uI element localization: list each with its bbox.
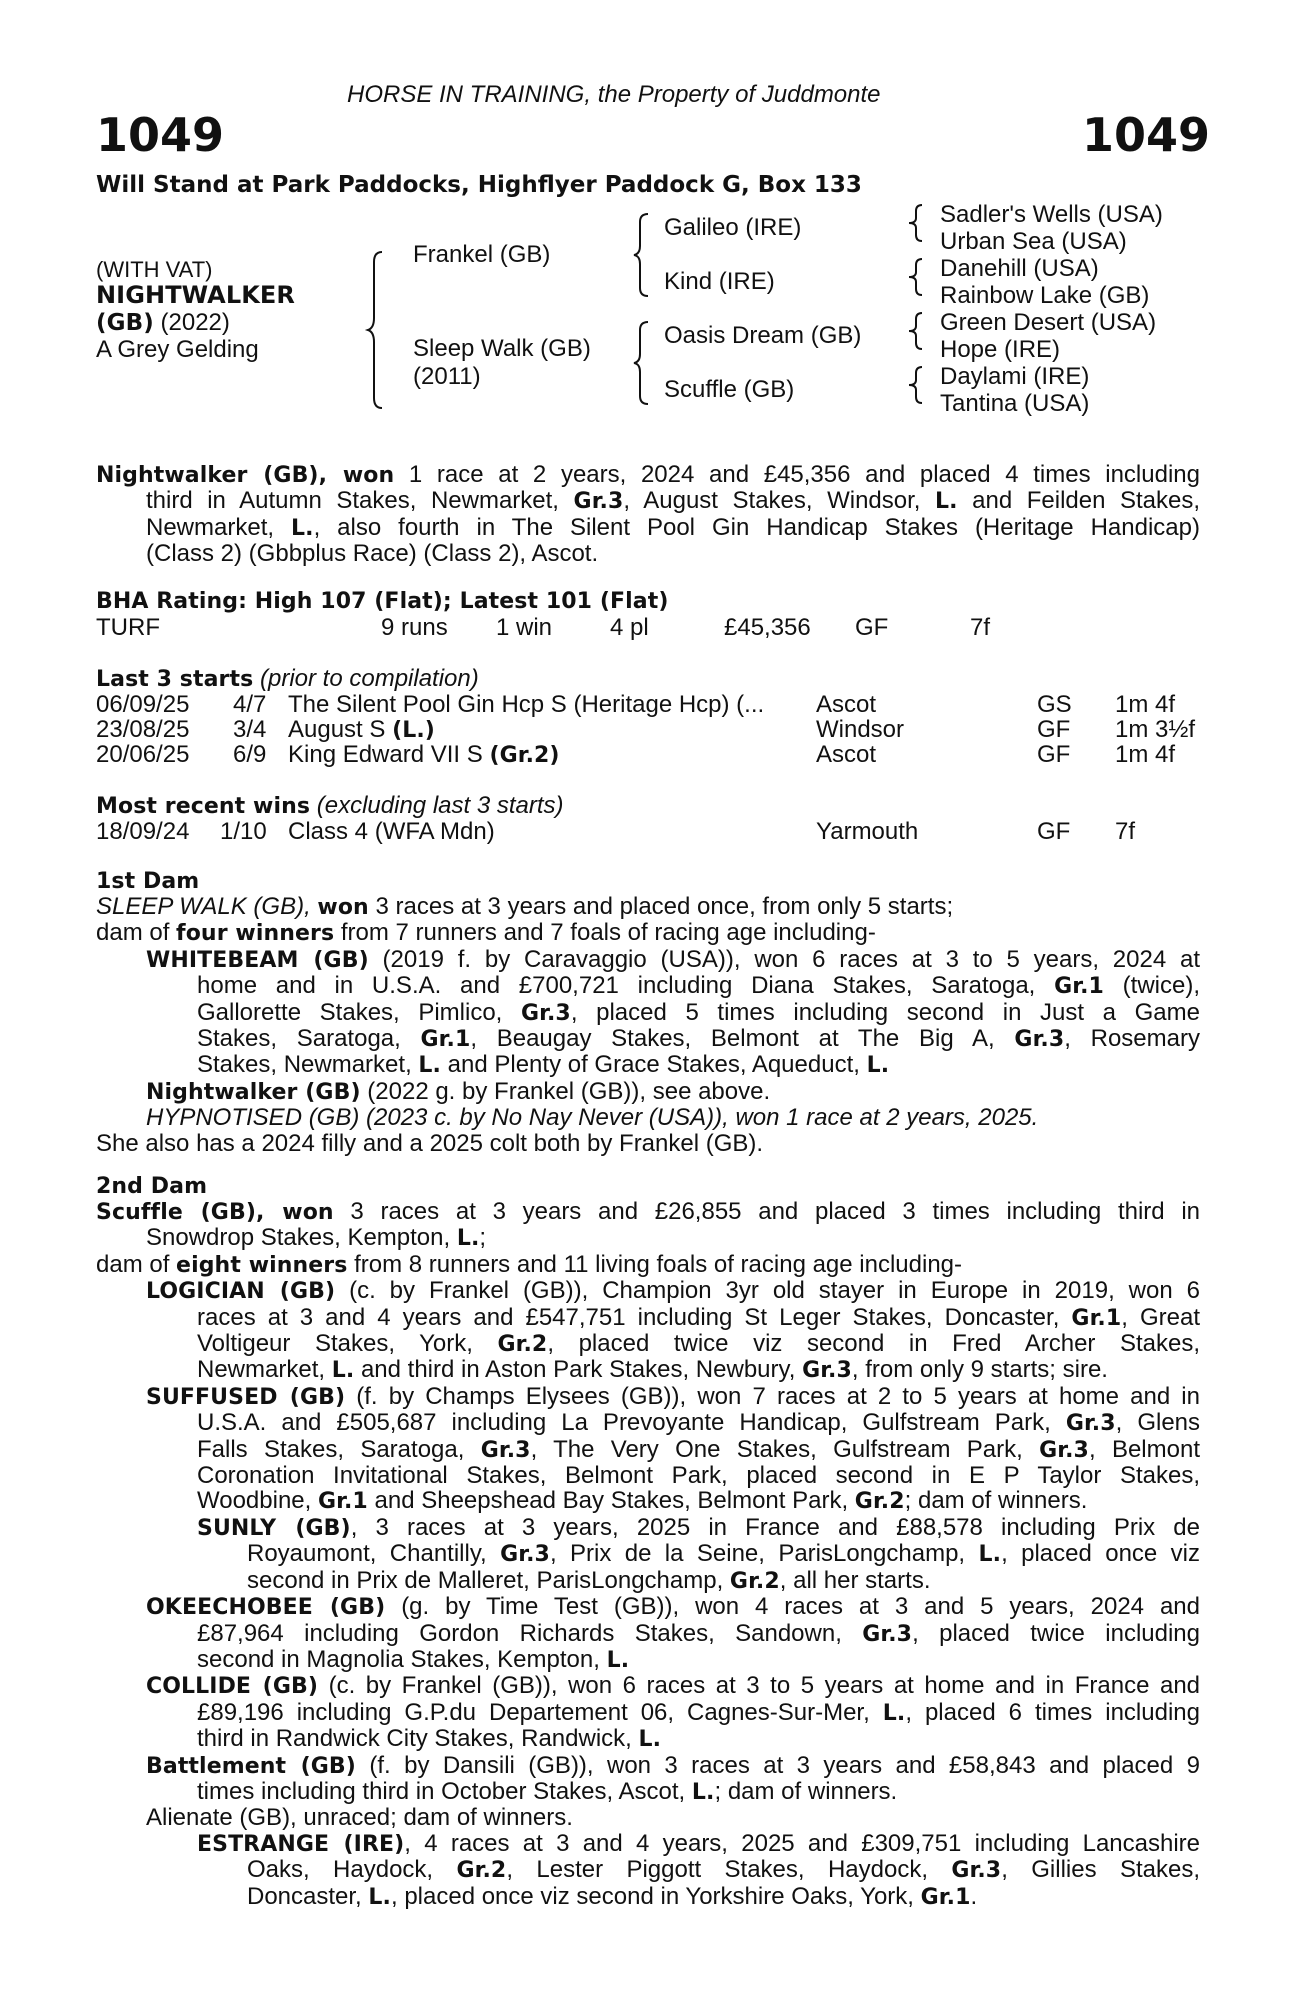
progeny-text: , placed 6 times including xyxy=(905,1698,1200,1726)
progeny-text: (2019 f. by Caravaggio (USA)), won 6 races at 3 to 5 years, 2024 at xyxy=(382,945,1200,973)
progeny-name: Battlement (GB) xyxy=(146,1753,356,1779)
grade: Gr.3 xyxy=(1065,1411,1116,1437)
progeny-text: Newmarket, xyxy=(197,1356,326,1384)
dam-name: Scuffle (GB) xyxy=(96,1200,256,1225)
progeny-text: , placed once viz second in Yorkshire Oaks, York, xyxy=(390,1882,914,1910)
progeny-text: , all her starts. xyxy=(779,1566,931,1594)
race-name: August S xyxy=(288,716,386,743)
race-name: The Silent Pool Gin Hcp S (Heritage Hcp) (... xyxy=(288,691,765,718)
progeny-name: Nightwalker (GB) xyxy=(146,1079,361,1105)
progeny-text: U.S.A. and £505,687 including La Prevoyante Handicap, Gulfstream Park, xyxy=(197,1409,1051,1437)
page-header-title: HORSE IN TRAINING, the Property of Juddmonte xyxy=(347,81,881,108)
progeny-text: second in Magnolia Stakes, Kempton, xyxy=(197,1645,600,1673)
race-distance: 7f xyxy=(1115,818,1136,845)
progeny-text: , Beaugay Stakes, Belmont at The Big A, xyxy=(470,1025,995,1053)
progeny-text: , placed twice including xyxy=(912,1619,1201,1647)
progeny-name: COLLIDE (GB) xyxy=(146,1674,319,1700)
listed: L. xyxy=(368,1884,391,1910)
vat-note: (WITH VAT) xyxy=(96,257,213,282)
progeny-text: , Rosemary xyxy=(1064,1025,1200,1053)
progeny-text: , Belmont xyxy=(1088,1435,1200,1463)
pedigree-sds: Danehill (USA) xyxy=(940,255,1099,282)
grade: Gr.3 xyxy=(951,1858,1002,1884)
summary-line-3a: Newmarket, xyxy=(146,513,275,541)
last3-heading: Last 3 starts xyxy=(96,667,254,692)
progeny-text: ; dam of winners. xyxy=(904,1487,1088,1515)
winners-count: eight winners xyxy=(176,1252,348,1278)
race-going: GF xyxy=(1037,818,1071,845)
race-distance: 1m 4f xyxy=(1115,691,1176,718)
dam-won: won xyxy=(317,895,369,920)
summary-line-2c: and Feilden Stakes, xyxy=(972,487,1201,515)
race-name: Class 4 (WFA Mdn) xyxy=(288,818,495,845)
dam-won: won xyxy=(282,1200,334,1225)
lot-number-left: 1049 xyxy=(96,108,225,162)
progeny-text: £87,964 including Gordon Richards Stakes, Sandown, xyxy=(197,1619,842,1647)
pedigree-brace-ss xyxy=(906,203,926,243)
dam-note: She also has a 2024 filly and a 2025 colt both by Frankel (GB). xyxy=(96,1129,764,1157)
last3-note: (prior to compilation) xyxy=(260,665,479,692)
dam-name: SLEEP WALK (GB) xyxy=(96,893,305,920)
progeny-text: Stakes, Saratoga, xyxy=(197,1025,401,1053)
progeny-text: Woodbine, xyxy=(197,1487,312,1515)
grade: Gr.2 xyxy=(854,1489,905,1515)
race-distance: 1m 3½f xyxy=(1115,716,1196,743)
progeny-name: SUFFUSED (GB) xyxy=(146,1384,346,1410)
dam-record: ; xyxy=(479,1224,487,1252)
progeny-text: third in Randwick City Stakes, Randwick, xyxy=(197,1725,632,1753)
last3-heading-line xyxy=(96,665,479,693)
rating-earnings: £45,356 xyxy=(724,614,811,641)
progeny-text: , 4 races at 3 and 4 years, 2025 and £309,751 including Lancashire xyxy=(404,1829,1201,1857)
summary-line-4: (Class 2) (Gbbplus Race) (Class 2), Ascot. xyxy=(146,540,599,568)
horse-description: A Grey Gelding xyxy=(96,336,259,363)
progeny-text: (g. by Time Test (GB)), won 4 races at 3 and 5 years, 2024 and xyxy=(401,1593,1200,1621)
progeny-text: Alienate (GB), unraced; dam of winners. xyxy=(146,1804,573,1832)
grade: Gr.2 xyxy=(497,1332,548,1358)
race-going: GF xyxy=(1037,741,1071,768)
progeny-text: , 3 races at 3 years, 2025 in France and £88,578 including Prix de xyxy=(350,1513,1200,1541)
grade: Gr.3 xyxy=(573,489,624,515)
listed: L. xyxy=(606,1647,630,1673)
dam-of-text: dam of xyxy=(96,1250,170,1278)
progeny-text: Coronation Invitational Stakes, Belmont Park, placed second in E P Taylor Stakes, xyxy=(197,1462,1200,1490)
race-course: Yarmouth xyxy=(816,818,919,845)
pedigree-dds: Daylami (IRE) xyxy=(940,363,1090,390)
summary-won: won xyxy=(342,463,395,488)
grade: Gr.3 xyxy=(1014,1027,1065,1053)
first-dam-section: SLEEP WALK (GB), won 3 races at 3 years and placed once, from only 5 starts; dam of four winners from 7 runners and 7 foals of racing age including- WHITEBEAM (GB) (2019 f. by Caravaggio (USA)), won 6 races at 3 to 5 years, 2024 at home and in U.S.A. and £700,721 including Diana Stakes, Saratoga, Gr.1 (twice), Gallorette Stakes, Pimlico, Gr.3, placed 5 times including second in Just a Game Stakes, Saratoga, Gr.1, Beaugay Stakes, Belmont at The Big A, Gr.3, Rosemary Stakes, Newmarket, L. and Plenty of Grace Stakes, Aqueduct, L. Nightwalker (GB) (2022 g. by Frankel (GB)), see above. HYPNOTISED (GB) (2023 c. by No Nay Never (USA)), won 1 race at 2 years, 2025. She also has a 2024 filly and a 2025 colt both by Frankel (GB). xyxy=(96,893,1201,1157)
winners-count: four winners xyxy=(176,921,335,947)
progeny-text: Royaumont, Chantilly, xyxy=(247,1540,487,1568)
stand-location: Will Stand at Park Paddocks, Highflyer Paddock G, Box 133 xyxy=(96,172,862,198)
pedigree-ssd: Urban Sea (USA) xyxy=(940,228,1127,255)
listed: L. xyxy=(290,515,314,541)
dam-of-text: dam of xyxy=(96,919,170,947)
progeny-text: and Plenty of Grace Stakes, Aqueduct, xyxy=(447,1051,860,1079)
grade: Gr.3 xyxy=(500,1542,550,1568)
grade: Gr.1 xyxy=(920,1884,971,1910)
grade: Gr.2 xyxy=(729,1568,780,1594)
pedigree-dam-dam: Scuffle (GB) xyxy=(664,376,795,403)
pedigree-dsd: Hope (IRE) xyxy=(940,336,1061,363)
pedigree-dam: Sleep Walk (GB) xyxy=(413,335,591,362)
grade: Gr.2 xyxy=(456,1858,507,1884)
progeny-text: Oaks, Haydock, xyxy=(247,1856,434,1884)
progeny-name: OKEECHOBEE (GB) xyxy=(146,1595,386,1621)
pedigree-sire: Frankel (GB) xyxy=(413,241,551,268)
progeny-text: Stakes, Newmarket, xyxy=(197,1051,412,1079)
dam-record: 3 races at 3 years and £26,855 and placed 3 times including third in xyxy=(350,1198,1201,1225)
grade: Gr.3 xyxy=(1039,1437,1089,1463)
progeny-text: races at 3 and 4 years and £547,751 including St Leger Stakes, Doncaster, xyxy=(197,1303,1060,1331)
pedigree-dam-year: (2011) xyxy=(413,363,481,390)
listed: L. xyxy=(866,1053,890,1079)
progeny-text: (f. by Champs Elysees (GB)), won 7 races at 2 to 5 years at home and in xyxy=(356,1382,1200,1410)
pedigree-brace-main xyxy=(366,250,386,410)
progeny-text: Voltigeur Stakes, York, xyxy=(197,1330,473,1358)
progeny-text: Falls Stakes, Saratoga, xyxy=(197,1435,465,1463)
progeny-text: second in Prix de Malleret, ParisLongchamp, xyxy=(247,1566,724,1594)
race-going: GS xyxy=(1037,691,1072,718)
pedigree-sire-dam: Kind (IRE) xyxy=(664,268,775,295)
progeny-text: , Lester Piggott Stakes, Haydock, xyxy=(506,1856,928,1884)
progeny-text: (twice), xyxy=(1122,972,1201,1000)
listed: L. xyxy=(978,1542,1002,1568)
listed: L. xyxy=(418,1053,441,1079)
race-name-line xyxy=(288,741,560,769)
race-position: 6/9 xyxy=(233,741,267,768)
progeny-name: ESTRANGE (IRE) xyxy=(197,1831,405,1857)
progeny-text: Doncaster, xyxy=(247,1882,362,1910)
progeny-text: HYPNOTISED (GB) (2023 c. by No Nay Never (USA)), won 1 race at 2 years, 2025. xyxy=(146,1104,1039,1132)
grade: Gr.1 xyxy=(317,1489,368,1515)
rating-runs: 9 runs xyxy=(381,614,448,641)
lot-number-right: 1049 xyxy=(1082,108,1211,162)
progeny-text: . xyxy=(970,1882,978,1910)
progeny-text: , Great xyxy=(1121,1303,1201,1331)
race-going: GF xyxy=(1037,716,1071,743)
progeny-text: Gallorette Stakes, Pimlico, xyxy=(197,998,503,1026)
progeny-text: times including third in October Stakes, Ascot, xyxy=(197,1777,686,1805)
listed: L. xyxy=(935,489,958,515)
recent-heading: Most recent wins xyxy=(96,794,311,819)
grade: Gr.1 xyxy=(1054,974,1104,1000)
summary-line-2a: third in Autumn Stakes, Newmarket, xyxy=(146,487,559,515)
progeny-text: (c. by Frankel (GB)), won 6 races at 3 to 5 years at home and in France and xyxy=(328,1672,1201,1700)
grade: Gr.3 xyxy=(520,1000,571,1026)
second-dam-heading: 2nd Dam xyxy=(96,1174,208,1199)
listed: L. xyxy=(331,1358,355,1384)
dam-record: 3 races at 3 years and placed once, from only 5 starts; xyxy=(375,893,954,920)
progeny-text: (c. by Frankel (GB)), Champion 3yr old stayer in Europe in 2019, won 6 xyxy=(349,1277,1200,1305)
horse-year: (2022) xyxy=(160,309,230,336)
progeny-text: , placed once viz xyxy=(1001,1540,1200,1568)
rating-placed: 4 pl xyxy=(610,614,649,641)
dam-of-rest: from 8 runners and 11 living foals of racing age including- xyxy=(354,1250,963,1278)
pedigree-sss: Sadler's Wells (USA) xyxy=(940,201,1163,228)
dam-record: Snowdrop Stakes, Kempton, xyxy=(146,1224,451,1252)
pedigree-sdd: Rainbow Lake (GB) xyxy=(940,282,1150,309)
progeny-name: SUNLY (GB) xyxy=(197,1515,351,1541)
grade: Gr.1 xyxy=(1071,1305,1122,1331)
race-grade: (Gr.2) xyxy=(489,743,560,768)
pedigree-brace-sd xyxy=(906,257,926,297)
progeny-text: ; dam of winners. xyxy=(714,1777,898,1805)
race-date: 23/08/25 xyxy=(96,716,190,743)
progeny-text: home and in U.S.A. and £700,721 including Diana Stakes, Saratoga, xyxy=(197,972,1036,1000)
listed: L. xyxy=(882,1700,906,1726)
pedigree-dss: Green Desert (USA) xyxy=(940,309,1157,336)
race-course: Ascot xyxy=(816,691,877,718)
race-date: 18/09/24 xyxy=(96,818,190,845)
grade: Gr.3 xyxy=(802,1358,852,1384)
listed: L. xyxy=(638,1727,662,1753)
summary-horse-name: Nightwalker (GB) xyxy=(96,463,319,488)
race-name: King Edward VII S xyxy=(288,741,483,768)
dam-of-rest: from 7 runners and 7 foals of racing age including- xyxy=(340,919,876,947)
recent-note: (excluding last 3 starts) xyxy=(316,792,564,819)
grade: Gr.3 xyxy=(480,1437,531,1463)
progeny-text: £89,196 including G.P.du Departement 06, Cagnes-Sur-Mer, xyxy=(197,1698,870,1726)
race-position: 4/7 xyxy=(233,691,267,718)
race-grade: (L.) xyxy=(392,718,435,743)
rating-distance: 7f xyxy=(970,614,991,641)
rating-heading: BHA Rating: High 107 (Flat); Latest 101 (Flat) xyxy=(96,589,669,614)
race-position: 3/4 xyxy=(233,716,267,743)
progeny-text: (f. by Dansili (GB)), won 3 races at 3 years and £58,843 and placed 9 xyxy=(369,1751,1200,1779)
recent-heading-line xyxy=(96,792,564,820)
grade: Gr.1 xyxy=(420,1027,471,1053)
race-date: 20/06/25 xyxy=(96,741,190,768)
race-course: Ascot xyxy=(816,741,877,768)
rating-wins: 1 win xyxy=(496,614,553,641)
pedigree-ddd: Tantina (USA) xyxy=(940,390,1090,417)
pedigree-brace-sire xyxy=(632,212,652,298)
summary-line-2b: , August Stakes, Windsor, xyxy=(623,487,921,515)
rating-surface: TURF xyxy=(96,614,160,641)
grade: Gr.3 xyxy=(862,1621,913,1647)
horse-name: NIGHTWALKER xyxy=(96,281,296,309)
progeny-name: LOGICIAN (GB) xyxy=(146,1279,336,1305)
race-course: Windsor xyxy=(816,716,905,743)
second-dam-section: Scuffle (GB), won 3 races at 3 years and £26,855 and placed 3 times including third in Snowdrop Stakes, Kempton, L.; dam of eight winners from 8 runners and 11 living foals of racing age including- LOGICIAN (GB) (c. by Frankel (GB)), Champion 3yr old stayer in Europe in 2019, won 6 races at 3 and 4 years and £547,751 including St Leger Stakes, Doncaster, Gr.1, Great Voltigeur Stakes, York, Gr.2, placed twice viz second in Fred Archer Stakes, Newmarket, L. and third in Aston Park Stakes, Newbury, Gr.3, from only 9 starts; sire. SUFFUSED (GB) (f. by Champs Elysees (GB)), won 7 races at 2 to 5 years at home and in U.S.A. and £505,687 including La Prevoyante Handicap, Gulfstream Park, Gr.3, Glens Falls Stakes, Saratoga, Gr.3, The Very One Stakes, Gulfstream Park, Gr.3, Belmont Coronation Invitational Stakes, Belmont Park, placed second in E P Taylor Stakes, Woodbine, Gr.1 and Sheepshead Bay Stakes, Belmont Park, Gr.2; dam of winners. SUNLY (GB), 3 races at 3 years, 2025 in France and £88,578 including Prix de Royaumont, Chantilly, Gr.3, Prix de la Seine, ParisLongchamp, L., placed once viz second in Prix de Malleret, ParisLongchamp, Gr.2, all her starts. OKEECHOBEE (GB) (g. by Time Test (GB)), won 4 races at 3 and 5 years, 2024 and £87,964 including Gordon Richards Stakes, Sandown, Gr.3, placed twice including second in Magnolia Stakes, Kempton, L. COLLIDE (GB) (c. by Frankel (GB)), won 6 races at 3 to 5 years at home and in France and £89,196 including G.P.du Departement 06, Cagnes-Sur-Mer, L., placed 6 times including third in Randwick City Stakes, Randwick, L. Battlement (GB) (f. by Dansili (GB)), won 3 races at 3 years and £58,843 and placed 9 times including third in October Stakes, Ascot, L.; dam of winners. Alienate (GB), unraced; dam of winners. ESTRANGE (IRE), 4 races at 3 and 4 years, 2025 and £309,751 including Lancashire Oaks, Haydock, Gr.2, Lester Piggott Stakes, Haydock, Gr.3, Gillies Stakes, Doncaster, L., placed once viz second in Yorkshire Oaks, York, Gr.1. xyxy=(96,1198,1201,1910)
pedigree-dam-sire: Oasis Dream (GB) xyxy=(664,322,862,349)
listed: L. xyxy=(456,1226,480,1252)
pedigree-brace-ds xyxy=(906,311,926,351)
summary-paragraph: Nightwalker (GB), won 1 race at 2 years, 2024 and £45,356 and placed 4 times including third in Autumn Stakes, Newmarket, Gr.3, August Stakes, Windsor, L. and Feilden Stakes, Newmarket, L., also fourth in The Silent Pool Gin Handicap Stakes (Heritage Handicap) (Class 2) (Gbbplus Race) (Class 2), Ascot. xyxy=(96,461,1201,568)
race-date: 06/09/25 xyxy=(96,691,190,718)
progeny-text: , Glens xyxy=(1115,1409,1201,1437)
summary-line-3b: , also fourth in The Silent Pool Gin Handicap Stakes (Heritage Handicap) xyxy=(313,513,1200,541)
first-dam-heading: 1st Dam xyxy=(96,869,200,894)
summary-line-1: 1 race at 2 years, 2024 and £45,356 and placed 4 times including xyxy=(408,461,1200,488)
race-name-line xyxy=(288,716,435,744)
progeny-text: and Sheepshead Bay Stakes, Belmont Park, xyxy=(374,1487,849,1515)
progeny-text: , placed 5 times including second in Just a Game xyxy=(570,998,1200,1026)
race-distance: 1m 4f xyxy=(1115,741,1176,768)
listed: L. xyxy=(691,1779,715,1805)
pedigree-sire-sire: Galileo (IRE) xyxy=(664,214,802,241)
progeny-text: (2022 g. by Frankel (GB)), see above. xyxy=(367,1077,771,1105)
pedigree-brace-dd xyxy=(906,365,926,405)
rating-going: GF xyxy=(855,614,889,641)
pedigree-brace-dam xyxy=(632,320,652,406)
race-position: 1/10 xyxy=(220,818,267,845)
progeny-text: , Gillies Stakes, xyxy=(1001,1856,1200,1884)
horse-origin xyxy=(96,309,230,337)
progeny-text: , Prix de la Seine, ParisLongchamp, xyxy=(549,1540,966,1568)
progeny-text: and third in Aston Park Stakes, Newbury, xyxy=(360,1356,796,1384)
progeny-text: , placed twice viz second in Fred Archer Stakes, xyxy=(547,1330,1201,1358)
horse-country: (GB) xyxy=(96,310,154,336)
progeny-text: , The Very One Stakes, Gulfstream Park, xyxy=(530,1435,1023,1463)
progeny-text: , from only 9 starts; sire. xyxy=(851,1356,1108,1384)
progeny-name: WHITEBEAM (GB) xyxy=(146,947,369,973)
